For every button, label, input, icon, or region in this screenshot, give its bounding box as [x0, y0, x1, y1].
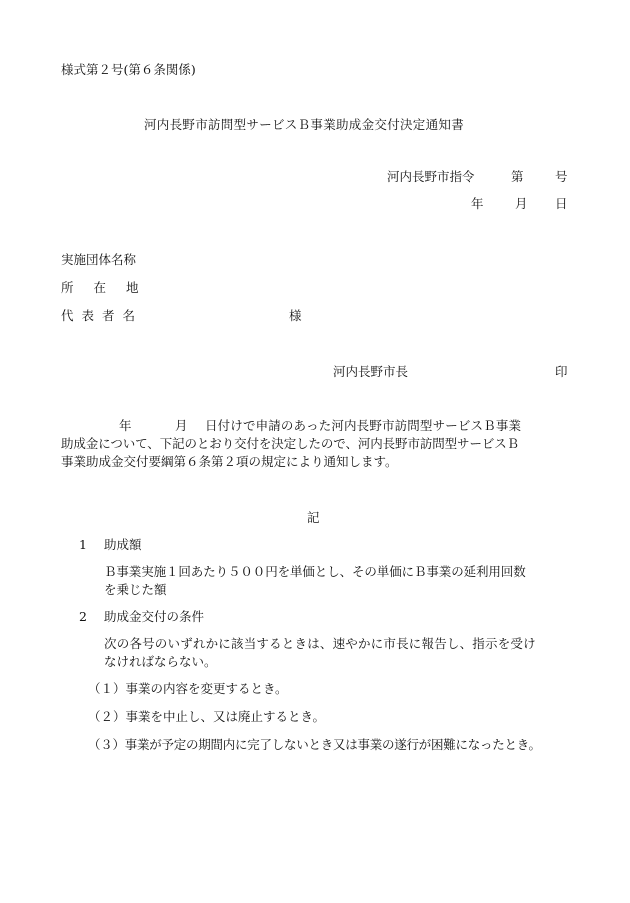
representative-label [61, 308, 135, 324]
document-title: 河内長野市訪問型サービスＢ事業助成金交付決定通知書 [144, 117, 465, 132]
condition-2: （２）事業を中止し、又は廃止するとき。 [88, 709, 326, 724]
section-1-text-line-1: Ｂ事業実施１回あたり５００円を単価とし、その単価にＢ事業の延利用回数 [104, 564, 526, 579]
section-1-text-line-2: を乗じた額 [104, 582, 167, 597]
date-day-label: 日 [555, 196, 568, 211]
body-line-2: 助成金について、下記のとおり交付を決定したので、河内長野市訪問型サービスＢ [61, 436, 520, 451]
reference-gou: 号 [555, 169, 568, 184]
ki-heading: 記 [307, 510, 320, 525]
section-2-number: 2 [79, 609, 87, 624]
body-month-label: 月 [175, 418, 188, 433]
address-char-2: 在 [93, 280, 107, 295]
section-2-text-line-2: なければならない。 [104, 654, 217, 669]
reference-dai: 第 [511, 169, 524, 184]
body-line-3: 事業助成金交付要綱第６条第２項の規定により通知します。 [61, 454, 398, 469]
address-char-1: 所 [61, 280, 74, 295]
rep-char-2: 表 [81, 308, 95, 323]
form-number-label: 様式第２号(第６条関係) [61, 62, 196, 77]
address-char-3: 地 [126, 280, 139, 295]
section-2-text-line-1: 次の各号のいずれかに該当するときは、速やかに市長に報告し、指示を受け [104, 636, 536, 651]
date-month-label: 月 [515, 196, 528, 211]
seal-mark: 印 [555, 364, 568, 379]
honorific-sama: 様 [289, 308, 302, 323]
org-name-label: 実施団体名称 [61, 252, 137, 267]
body-line-1: 日付けで申請のあった河内長野市訪問型サービスＢ事業 [205, 418, 522, 433]
section-2-heading: 助成金交付の条件 [104, 609, 205, 624]
section-1-heading: 助成額 [104, 537, 142, 552]
rep-char-1: 代 [61, 308, 74, 323]
date-year-label: 年 [471, 196, 484, 211]
reference-issuer: 河内長野市指令 [387, 169, 475, 184]
address-label [61, 280, 139, 296]
rep-char-4: 名 [122, 308, 136, 323]
body-year-label: 年 [119, 418, 132, 433]
condition-3: （３）事業が予定の期間内に完了しないとき又は事業の遂行が困難になったとき。 [88, 737, 541, 752]
rep-char-3: 者 [102, 308, 115, 323]
sender-mayor: 河内長野市長 [333, 364, 409, 379]
section-1-number: 1 [79, 537, 87, 552]
condition-1: （１）事業の内容を変更するとき。 [88, 681, 288, 696]
